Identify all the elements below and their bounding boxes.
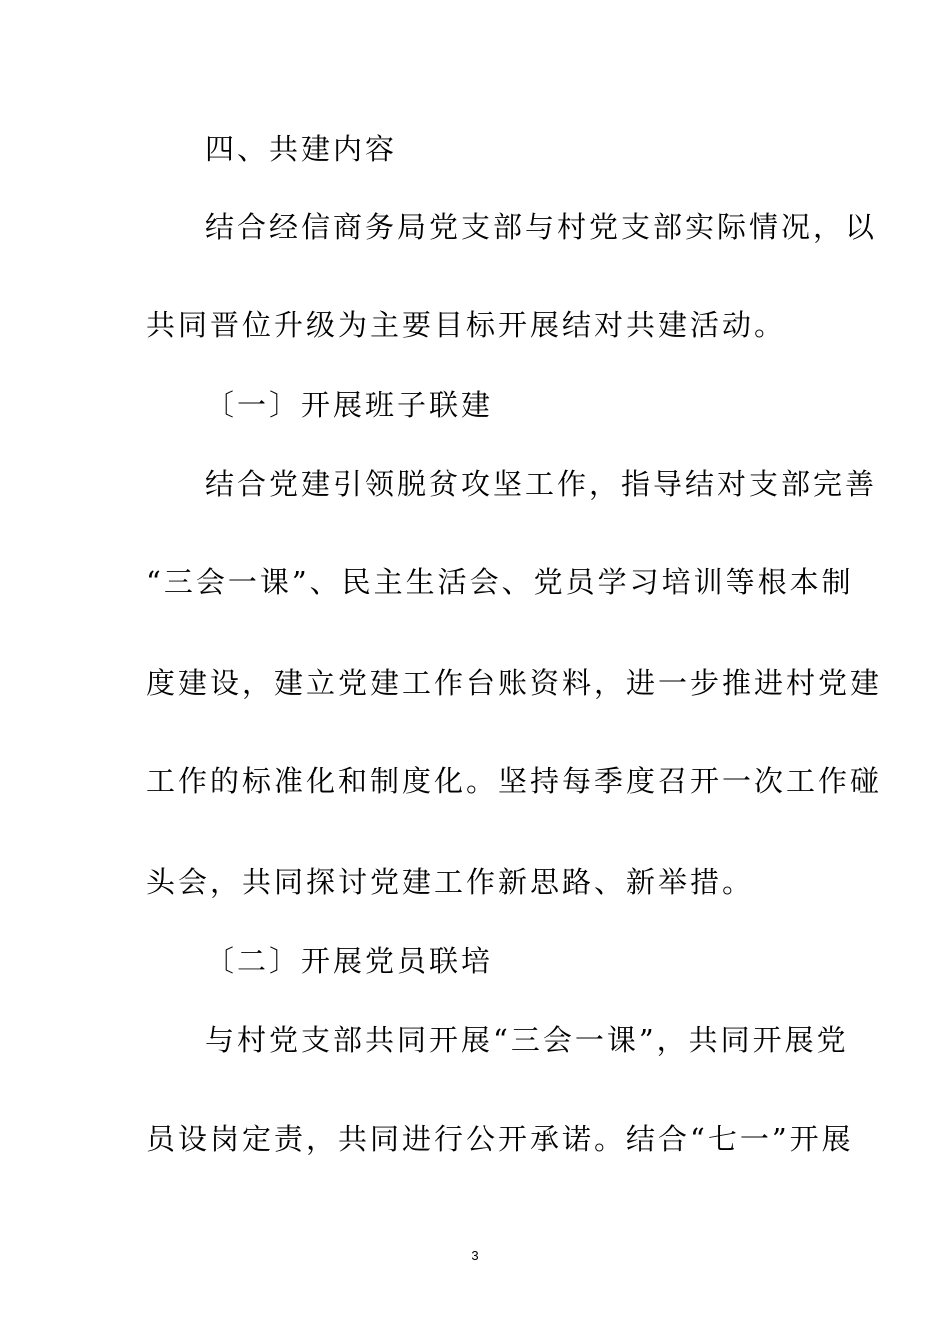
section-heading-4: 四、共建内容: [205, 132, 398, 166]
paragraph-line: 结合经信商务局党支部与村党支部实际情况，以: [205, 210, 878, 244]
paragraph-line: 度建设，建立党建工作台账资料，进一步推进村党建: [146, 666, 883, 700]
paragraph-line: 共同晋位升级为主要目标开展结对共建活动。: [146, 308, 787, 342]
paragraph-line: 头会，共同探讨党建工作新思路、新举措。: [146, 865, 755, 899]
paragraph-line: 员设岗定责，共同进行公开承诺。结合“七一”开展: [146, 1122, 854, 1156]
subsection-heading-2: 〔二〕开展党员联培: [205, 944, 494, 978]
paragraph-line: 与村党支部共同开展“三会一课”，共同开展党: [205, 1023, 849, 1057]
paragraph-line: “三会一课”、民主生活会、党员学习培训等根本制: [146, 565, 854, 599]
page-number: 3: [471, 1248, 479, 1263]
subsection-heading-1: 〔一〕开展班子联建: [205, 388, 494, 422]
paragraph-line: 工作的标准化和制度化。坚持每季度召开一次工作碰: [146, 764, 883, 798]
paragraph-line: 结合党建引领脱贫攻坚工作，指导结对支部完善: [205, 467, 878, 501]
